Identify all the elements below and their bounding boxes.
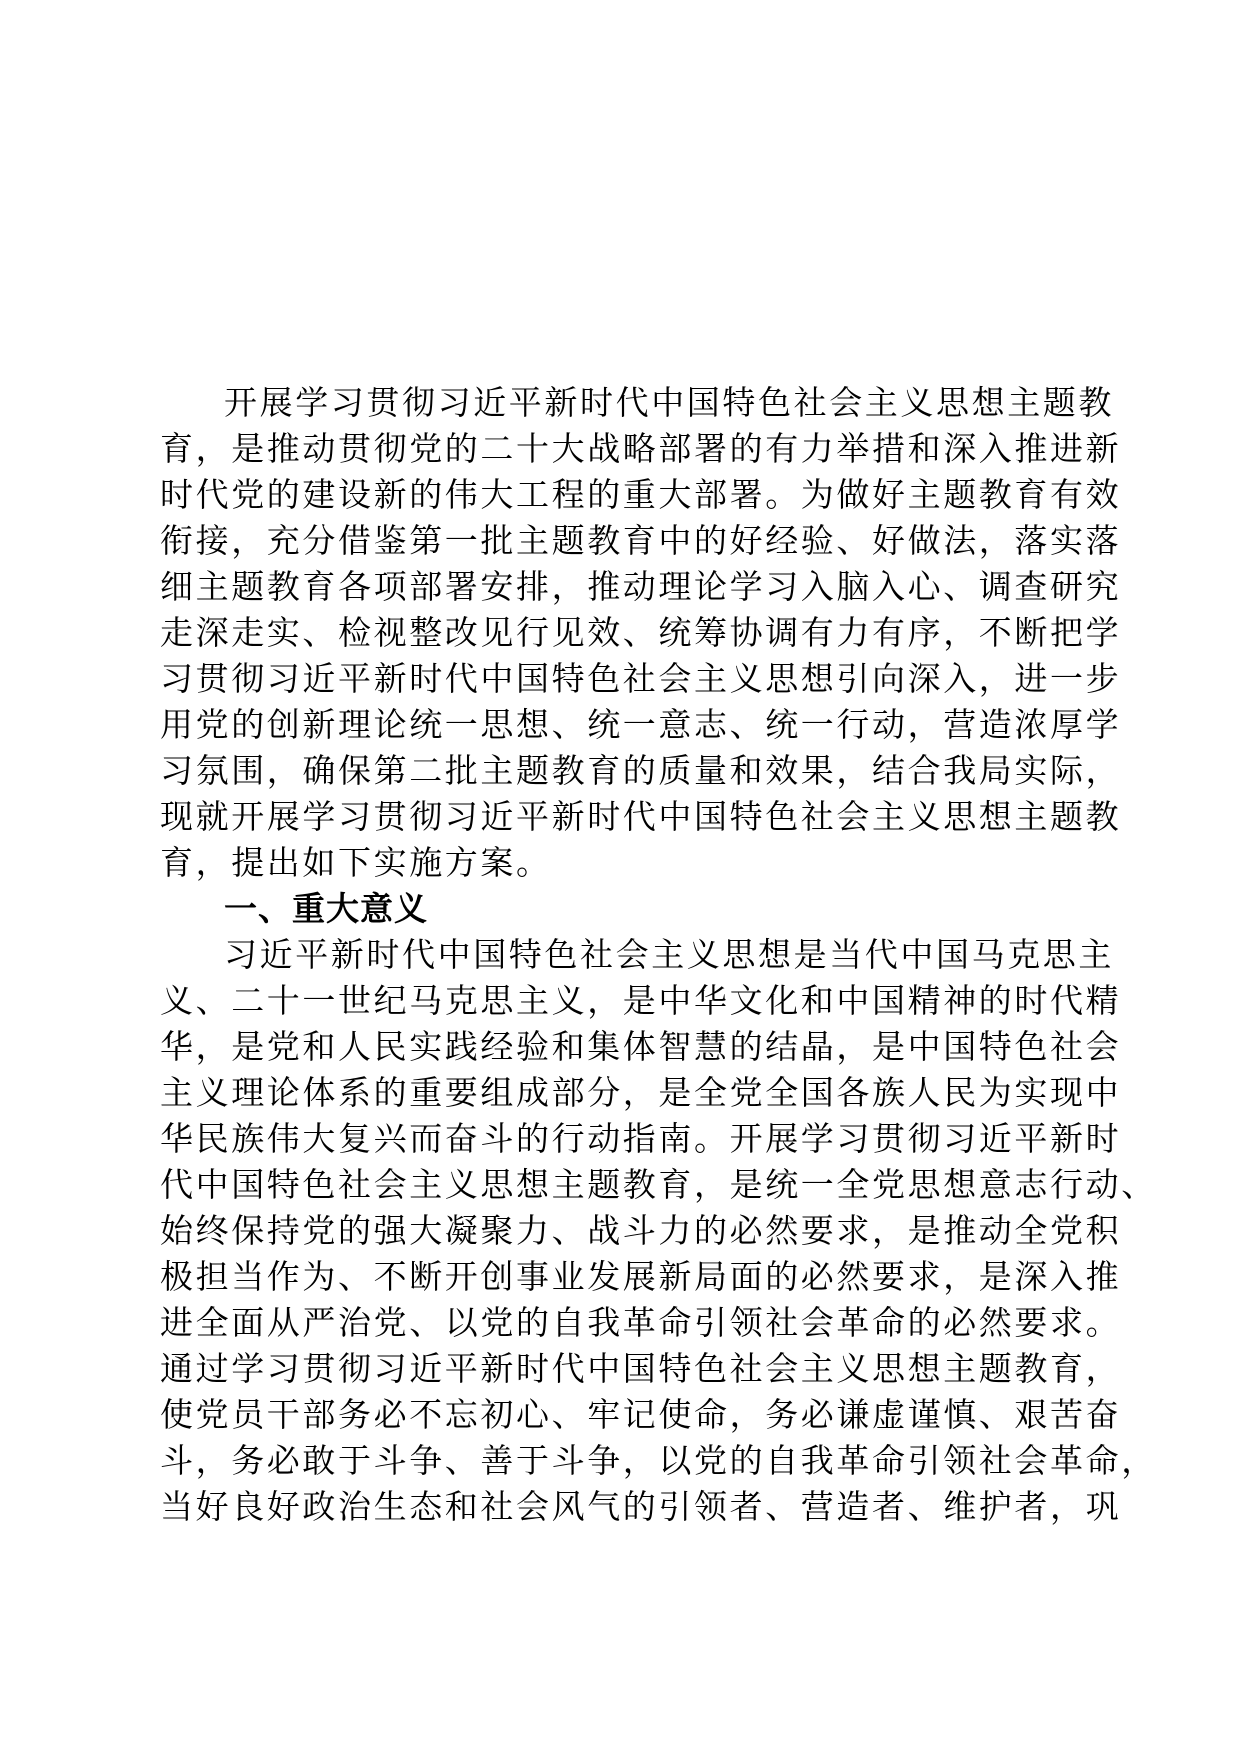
- section-heading: 一、重大意义: [224, 889, 428, 928]
- intro-paragraph-line: 时代党的建设新的伟大工程的重大部署。为做好主题教育有效: [160, 475, 1122, 514]
- intro-paragraph-line: 育，提出如下实施方案。: [160, 843, 552, 882]
- document-title-line-1: [0, 226, 1240, 286]
- intro-paragraph-line: 细主题教育各项部署安排，推动理论学习入脑入心、调查研究: [160, 567, 1122, 606]
- intro-paragraph-line: 育，是推动贯彻党的二十大战略部署的有力举措和深入推进新: [160, 429, 1122, 468]
- intro-paragraph-line: 现就开展学习贯彻习近平新时代中国特色社会主义思想主题教: [160, 797, 1122, 836]
- section-paragraph-line: 华，是党和人民实践经验和集体智慧的结晶，是中国特色社会: [160, 1027, 1122, 1066]
- section-paragraph-line: 斗，务必敢于斗争、善于斗争，以党的自我革命引领社会革命，: [160, 1441, 1157, 1480]
- section-paragraph-line: 当好良好政治生态和社会风气的引领者、营造者、维护者，巩: [160, 1487, 1122, 1526]
- section-paragraph-line: 使党员干部务必不忘初心、牢记使命，务必谦虚谨慎、艰苦奋: [160, 1395, 1122, 1434]
- section-paragraph-line: 进全面从严治党、以党的自我革命引领社会革命的必然要求。: [160, 1303, 1122, 1342]
- section-paragraph-line: 义、二十一世纪马克思主义，是中华文化和中国精神的时代精: [160, 981, 1122, 1020]
- section-paragraph-line: 极担当作为、不断开创事业发展新局面的必然要求，是深入推: [160, 1257, 1122, 1296]
- intro-paragraph-line: 用党的创新理论统一思想、统一意志、统一行动，营造浓厚学: [160, 705, 1122, 744]
- section-paragraph-line: 代中国特色社会主义思想主题教育，是统一全党思想意志行动、: [160, 1165, 1157, 1204]
- section-paragraph-line: 习近平新时代中国特色社会主义思想是当代中国马克思主: [224, 935, 1114, 974]
- intro-paragraph-line: 走深走实、检视整改见行见效、统筹协调有力有序，不断把学: [160, 613, 1122, 652]
- intro-paragraph-line: 习贯彻习近平新时代中国特色社会主义思想引向深入，进一步: [160, 659, 1122, 698]
- intro-paragraph-line: 习氛围，确保第二批主题教育的质量和效果，结合我局实际，: [160, 751, 1122, 790]
- section-paragraph-line: 主义理论体系的重要组成部分，是全党全国各族人民为实现中: [160, 1073, 1122, 1112]
- section-paragraph-line: 始终保持党的强大凝聚力、战斗力的必然要求，是推动全党积: [160, 1211, 1122, 1250]
- intro-paragraph-line: 开展学习贯彻习近平新时代中国特色社会主义思想主题教: [224, 383, 1114, 422]
- section-paragraph-line: 华民族伟大复兴而奋斗的行动指南。开展学习贯彻习近平新时: [160, 1119, 1122, 1158]
- section-paragraph-line: 通过学习贯彻习近平新时代中国特色社会主义思想主题教育，: [160, 1349, 1122, 1388]
- intro-paragraph-line: 衔接，充分借鉴第一批主题教育中的好经验、好做法，落实落: [160, 521, 1122, 560]
